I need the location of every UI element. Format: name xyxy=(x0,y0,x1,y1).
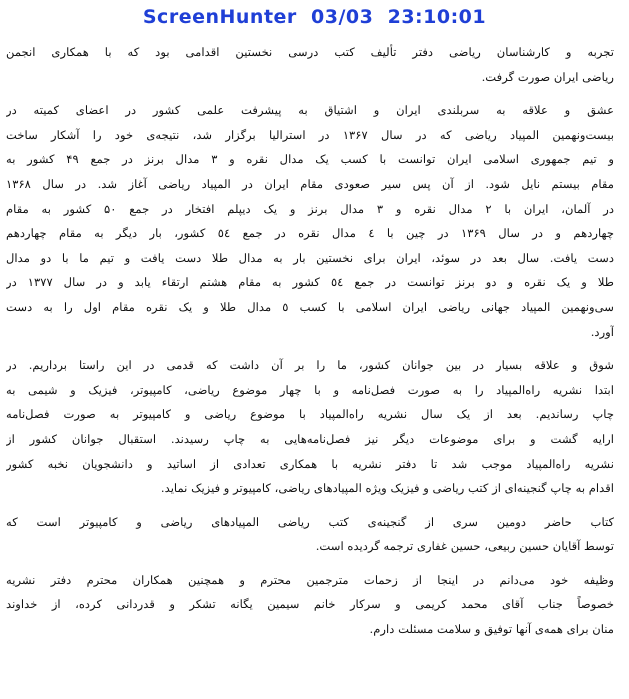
banner-app-name: ScreenHunter xyxy=(142,6,297,28)
text-line: شوق و علاقه بسیار در بین جوانان کشور، ما را بر آن داشت که قدمی در این راستا برداریم. در xyxy=(6,358,614,373)
paragraph xyxy=(6,568,614,642)
text-line: ریاضی ایران صورت گرفت. xyxy=(481,69,614,84)
text-line: نشریه راه‌المپیاد موجب شد تا دفتر نشریه با همکاری تعدادی از اساتید و دانشجویان نخبه کشور xyxy=(6,456,614,471)
text-line: توسط آقایان حسین ربیعی، حسین غفاری ترجمه گردیده است. xyxy=(315,539,614,554)
document-body xyxy=(6,40,614,642)
text-line: منان برای همه‌ی آنها توفیق و سلامت مسئلت دارم. xyxy=(369,622,614,637)
banner-date: 03/03 xyxy=(311,6,374,28)
text-line: کتاب حاضر دومین سری از گنجینه‌ی کتب ریاضی المپیادهای ریاضی و کامپیوتر است که xyxy=(6,514,614,529)
text-line: و تیم جمهوری اسلامی ایران توانست با کسب یک مدال نقره و ۳ مدال برنز در جمع ۴۹ کشور به xyxy=(6,152,614,167)
text-line: طلا و یک نقره و دو برنز توانست در جمع ٥٤ کشور به مقام هشتم ارتقاء یابد و در سال ۱۳۷۷ در xyxy=(6,275,614,290)
text-line: چاپ رساندیم. بعد از یک سال نشریه راه‌المپیاد با موضوع ریاضی و کامپیوتر به صورت فصل‌نامه xyxy=(6,407,614,422)
text-line: سی‌ونهمین المپیاد جهانی ریاضی ایران اسلامی با کسب ٥ مدال طلا و یک نقره مقام اول را به دست xyxy=(6,299,614,314)
paragraph xyxy=(6,353,614,501)
banner-time: 23:10:01 xyxy=(387,6,487,28)
text-line: مقام بیستم نایل شود. از آن پس سیر صعودی مقام ایران در المپیاد ریاضی آغاز شد. در سال ۱۳۶۸ xyxy=(6,176,614,191)
screenhunter-banner xyxy=(0,6,629,28)
text-line: در آلمان، ایران با ۲ مدال نقره و ۳ مدال برنز و یک دیپلم افتخار در جمع ۵۰ کشور به مقام xyxy=(6,201,614,216)
text-line: عشق و علاقه به سربلندی ایران و اشتیاق به پیشرفت علمی کشور در اعضای کمیته در xyxy=(6,103,614,118)
text-line: خصوصاً جناب آقای محمد کریمی و سرکار خانم سیمین یگانه تشکر و قدردانی کرده، از خداوند xyxy=(6,597,614,612)
text-line: ارایه گشت و برای موضوعات دیگر نیز فصل‌نامه‌هایی به چاپ رسیدند. استقبال جوانان کشور از xyxy=(6,431,614,446)
text-line: دست یافت. سال بعد در سوئد، ایران برای نخستین بار به مدال طلا دست یافت و تیم ما با دو مدال xyxy=(6,250,614,265)
paragraph xyxy=(6,98,614,344)
text-line: اقدام به چاپ گنجینه‌ای از کتب ریاضی و فیزیک ویژه المپیادهای ریاضی، کامپیوتر و فیزیک نماید. xyxy=(160,481,614,496)
text-line: بیست‌ونهمین المپیاد ریاضی که در سال ۱۳۶۷ در استرالیا برگزار شد، نتیجه‌ی خود را آشکار ساخت xyxy=(6,127,614,142)
text-line: تجربه و کارشناسان ریاضی دفتر تألیف کتب درسی نخستین اقدامی بود که با همکاری انجمن xyxy=(6,45,614,59)
text-line: آورد. xyxy=(590,324,614,339)
text-line: ابتدا نشریه راه‌المپیاد را به صورت فصل‌نامه و با چهار موضوع ریاضی، کامپیوتر، فیزیک و شیمی به xyxy=(6,382,614,397)
paragraph xyxy=(6,510,614,559)
text-line: چهاردهم و در سال ۱۳۶۹ در چین با ٤ مدال نقره در جمع ٥٤ کشور، بار دیگر به مقام چهاردهم xyxy=(6,226,614,241)
text-line: وظیفه خود می‌دانم در اینجا از زحمات مترجمین محترم و همچنین همکاران محترم دفتر نشریه xyxy=(6,572,614,587)
paragraph xyxy=(6,40,614,89)
